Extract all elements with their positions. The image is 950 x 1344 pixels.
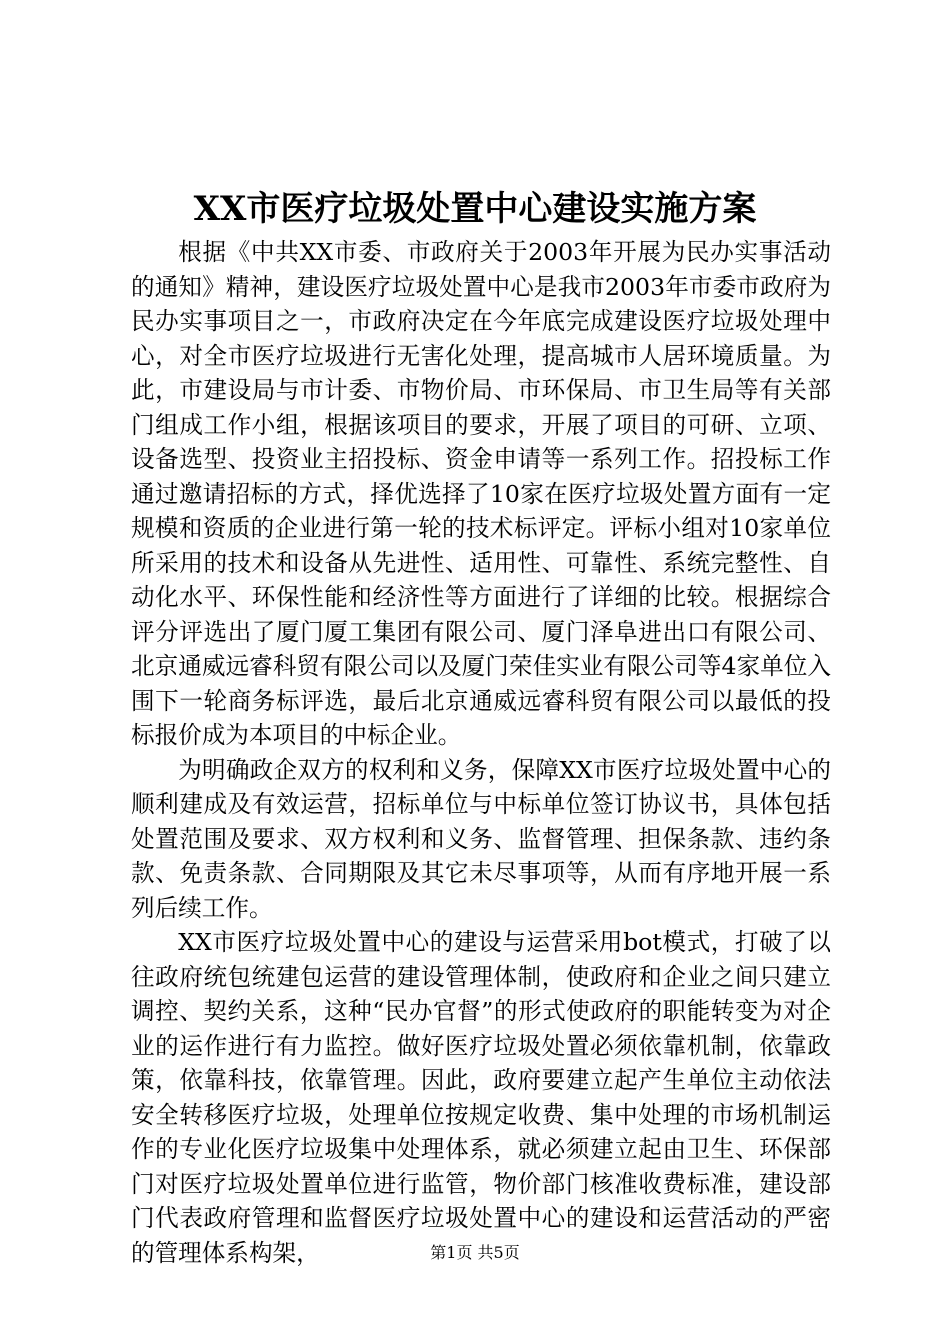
paragraph-2: 为明确政企双方的权利和义务，保障XX市医疗垃圾处置中心的顺利建成及有效运营，招标单位与中标单位签订协议书，具体包括处置范围及要求、双方权利和义务、监督管理、担保条款、违约条款、免责条款、合同期限及其它未尽事项等，从而有序地开展一系列后续工作。 <box>131 755 831 922</box>
page-footer: 第1页 共5页 <box>430 1243 520 1262</box>
paragraph-1: 根据《中共XX市委、市政府关于2003年开展为民办实事活动的通知》精神，建设医疗垃圾处置中心是我市2003年市委市政府为民办实事项目之一，市政府决定在今年底完成建设医疗垃圾处理中心，对全市医疗垃圾进行无害化处理，提高城市人居环境质量。为此，市建设局与市计委、市物价局、市环保局、市卫生局等有关部门组成工作小组，根据该项目的要求，开展了项目的可研、立项、设备选型、投资业主招投标、资金申请等一系列工作。招投标工作通过邀请招标的方式，择优选择了10家在医疗垃圾处置方面有一定规模和资质的企业进行第一轮的技术标评定。评标小组对10家单位所采用的技术和设备从先进性、适用性、可靠性、系统完整性、自动化水平、环保性能和经济性等方面进行了详细的比较。根据综合评分评选出了厦门厦工集团有限公司、厦门泽阜进出口有限公司、北京通威远睿科贸有限公司以及厦门荣佳实业有限公司等4家单位入围下一轮商务标评选，最后北京通威远睿科贸有限公司以最低的投标报价成为本项目的中标企业。 <box>131 238 831 749</box>
paragraph-3: XX市医疗垃圾处置中心的建设与运营采用bot模式，打破了以往政府统包统建包运营的建设管理体制，使政府和企业之间只建立调控、契约关系，这种“民办官督”的形式使政府的职能转变为对企业的运作进行有力监控。做好医疗垃圾处置必须依靠机制，依靠政策，依靠科技，依靠管理。因此，政府要建立起产生单位主动依法安全转移医疗垃圾，处理单位按规定收费、集中处理的市场机制运作的专业化医疗垃圾集中处理体系，就必须建立起由卫生、环保部门对医疗垃圾处置单位进行监管，物价部门核准收费标准，建设部门代表政府管理和监督医疗垃圾处置中心的建设和运营活动的严密的管理体系构架， <box>131 928 831 1267</box>
document-body <box>131 235 831 1270</box>
document-title: XX市医疗垃圾处置中心建设实施方案 <box>193 189 757 229</box>
